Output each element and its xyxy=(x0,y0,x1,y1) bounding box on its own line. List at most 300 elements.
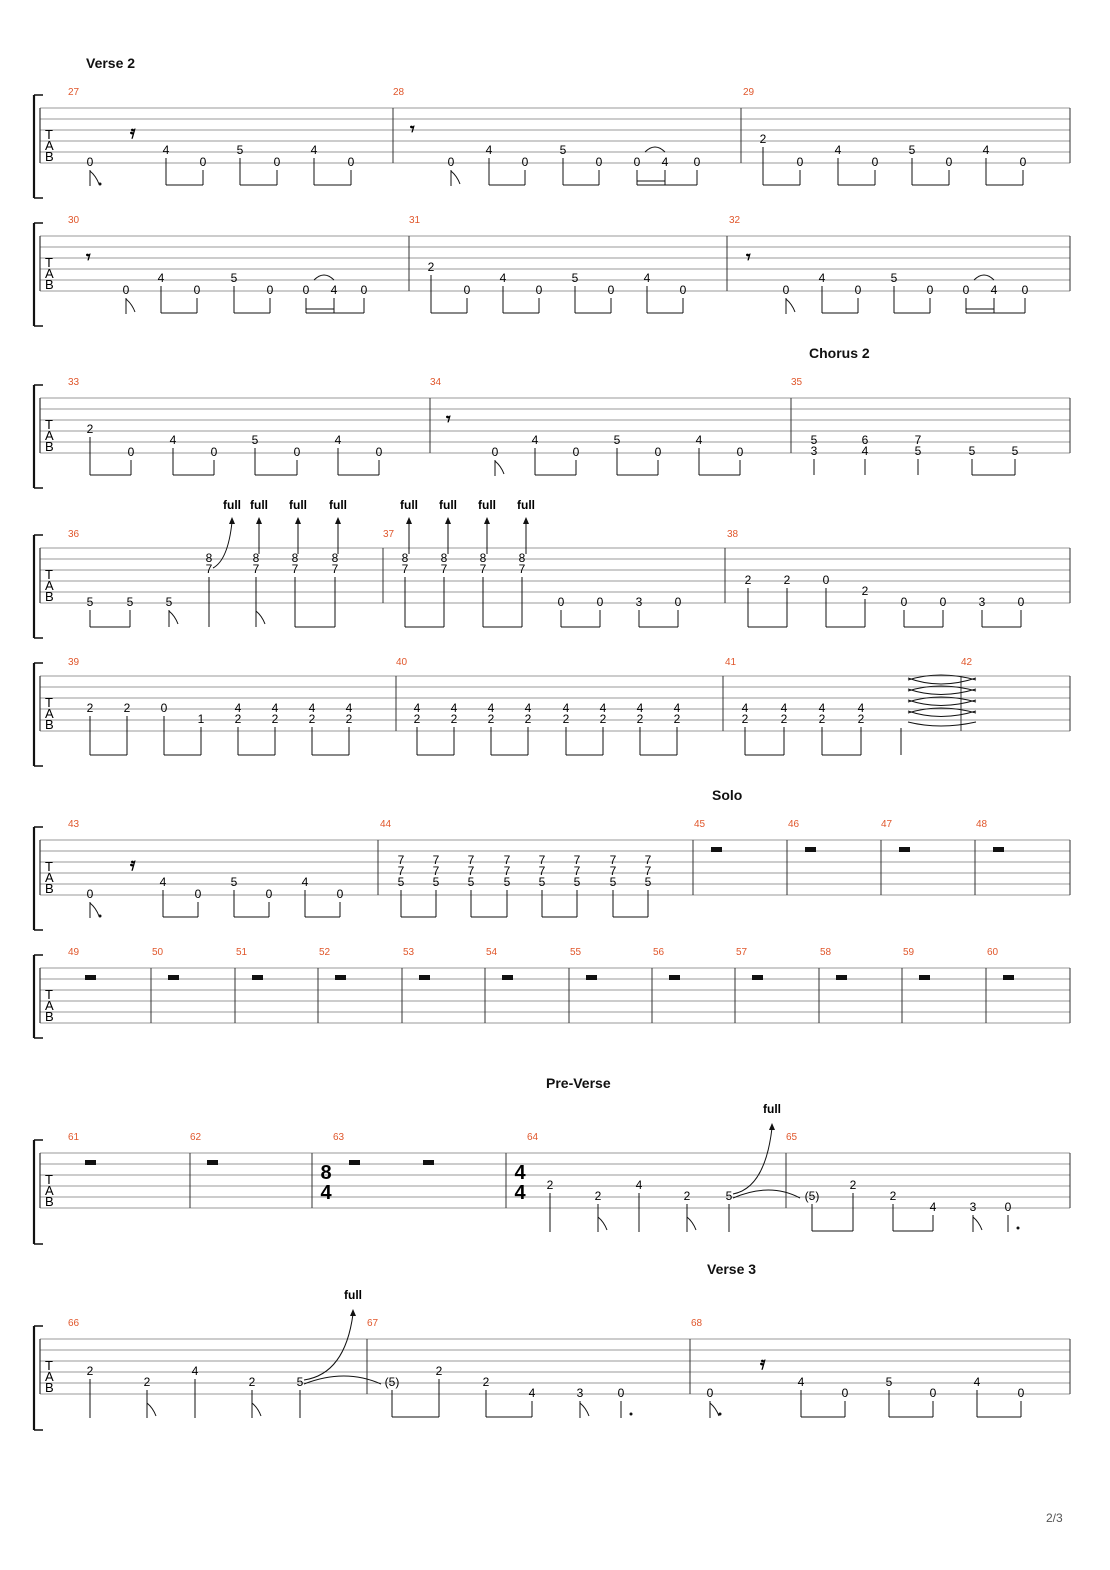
rest-symbol xyxy=(349,1160,360,1165)
tab-clef-a: A xyxy=(45,998,54,1013)
measure-number: 50 xyxy=(152,947,164,958)
fret-number: 0 xyxy=(900,595,908,609)
fret-number: 0 xyxy=(1017,1386,1025,1400)
measure-number: 68 xyxy=(691,1318,703,1329)
fret-number: 7 xyxy=(644,864,652,878)
fret-number: 5 xyxy=(644,875,652,889)
fret-number: 4 xyxy=(695,433,703,447)
time-signature-top: 8 xyxy=(320,1162,332,1184)
fret-number: 4 xyxy=(413,701,421,715)
fret-number: 3 xyxy=(810,444,818,458)
fret-number: 5 xyxy=(725,1189,733,1203)
rest-symbol: 𝄾 xyxy=(446,409,451,429)
fret-number: 7 xyxy=(538,864,546,878)
fret-number: 7 xyxy=(467,864,475,878)
bend-label: full xyxy=(400,498,418,512)
fret-number: 2 xyxy=(248,1375,256,1389)
fret-number: 0 xyxy=(674,595,682,609)
tab-clef-b: B xyxy=(45,717,54,732)
fret-number: 0 xyxy=(654,445,662,459)
measure-number: 45 xyxy=(694,819,706,830)
rest-symbol xyxy=(502,975,513,980)
slur xyxy=(314,275,334,280)
fret-number: 3 xyxy=(969,1200,977,1214)
fret-number: 5 xyxy=(432,875,440,889)
fret-number: 5 xyxy=(126,595,134,609)
arrow-head xyxy=(350,1309,356,1316)
tab-staff xyxy=(0,1256,1110,1426)
fret-number: 5 xyxy=(908,143,916,157)
rest-symbol xyxy=(85,1160,96,1165)
fret-number: 5 xyxy=(559,143,567,157)
measure-number: 46 xyxy=(788,819,800,830)
fret-number: 0 xyxy=(521,155,529,169)
fret-number: 2 xyxy=(759,132,767,146)
measure-number: 41 xyxy=(725,657,737,668)
fret-number: 7 xyxy=(573,853,581,867)
fret-number: 2 xyxy=(123,701,131,715)
fret-number: 4 xyxy=(271,701,279,715)
fret-number: 2 xyxy=(783,573,791,587)
fret-number: 2 xyxy=(673,712,681,726)
fret-number: 5 xyxy=(609,875,617,889)
fret-number: 7 xyxy=(467,853,475,867)
fret-number: 4 xyxy=(661,155,669,169)
fret-number: 0 xyxy=(194,887,202,901)
fret-number: 0 xyxy=(266,283,274,297)
rest-symbol: 𝄾 xyxy=(410,119,415,139)
rest-symbol: 𝄿 xyxy=(130,854,136,874)
tab-clef-t: T xyxy=(45,1172,53,1187)
measure-number: 35 xyxy=(791,377,803,388)
fret-number: 5 xyxy=(467,875,475,889)
fret-number: 0 xyxy=(273,155,281,169)
tab-staff xyxy=(0,178,1110,318)
fret-number: 4 xyxy=(528,1386,536,1400)
measure-number: 55 xyxy=(570,947,582,958)
fret-number: 2 xyxy=(234,712,242,726)
slur xyxy=(974,275,994,280)
fret-number: 0 xyxy=(86,887,94,901)
fret-number: 2 xyxy=(482,1375,490,1389)
fret-number: 4 xyxy=(499,271,507,285)
dot xyxy=(630,1413,633,1416)
tab-clef-t: T xyxy=(45,1358,53,1373)
staff-lines xyxy=(34,223,1070,326)
bend-label: full xyxy=(517,498,535,512)
measure-number: 36 xyxy=(68,529,80,540)
tab-clef-b: B xyxy=(45,439,54,454)
fret-number: 0 xyxy=(736,445,744,459)
fret-number: 4 xyxy=(310,143,318,157)
fret-number: 4 xyxy=(818,271,826,285)
tab-staff xyxy=(0,50,1110,190)
rest-symbol xyxy=(85,975,96,980)
fret-number: 2 xyxy=(857,712,865,726)
fret-number: 0 xyxy=(962,283,970,297)
rest-symbol xyxy=(993,847,1004,852)
fret-number: 4 xyxy=(450,701,458,715)
staff-lines xyxy=(34,955,1070,1038)
fret-number: 5 xyxy=(296,1375,304,1389)
fret-number: 7 xyxy=(291,562,299,576)
fret-number: 4 xyxy=(487,701,495,715)
fret-number: 1 xyxy=(197,712,205,726)
tab-clef-b: B xyxy=(45,1009,54,1024)
rest-symbol xyxy=(207,1160,218,1165)
fret-number: 7 xyxy=(609,853,617,867)
fret-number: 7 xyxy=(914,433,922,447)
tab-clef-t: T xyxy=(45,255,53,270)
dot xyxy=(719,1413,722,1416)
fret-number: 0 xyxy=(939,595,947,609)
tab-staff xyxy=(0,340,1110,480)
fret-number: 7 xyxy=(397,853,405,867)
fret-number: 7 xyxy=(538,853,546,867)
rest-symbol: 𝄿 xyxy=(130,122,136,142)
fret-number: 2 xyxy=(86,1364,94,1378)
fret-number: 0 xyxy=(535,283,543,297)
fret-number: 2 xyxy=(546,1178,554,1192)
measure-number: 27 xyxy=(68,87,80,98)
rest-symbol xyxy=(836,975,847,980)
fret-number: (5) xyxy=(804,1189,820,1203)
fret-number: 2 xyxy=(683,1189,691,1203)
fret-number: 4 xyxy=(308,701,316,715)
rest-symbol xyxy=(586,975,597,980)
fret-number: 0 xyxy=(926,283,934,297)
measure-number: 37 xyxy=(383,529,395,540)
fret-number: 4 xyxy=(673,701,681,715)
measure-numbers xyxy=(68,1132,798,1143)
fret-number: 2 xyxy=(86,422,94,436)
fret-number: 4 xyxy=(834,143,842,157)
fret-number: 7 xyxy=(432,853,440,867)
fret-number: 5 xyxy=(503,875,511,889)
tab-clef-a: A xyxy=(45,870,54,885)
fret-number: 8 xyxy=(479,551,487,565)
fret-number: 0 xyxy=(127,445,135,459)
fret-number: 4 xyxy=(531,433,539,447)
fret-number: 0 xyxy=(596,595,604,609)
fret-number: 4 xyxy=(780,701,788,715)
fret-number: 5 xyxy=(230,271,238,285)
measure-number: 38 xyxy=(727,529,739,540)
tab-clef-a: A xyxy=(45,578,54,593)
fret-number: 0 xyxy=(572,445,580,459)
fret-number: 0 xyxy=(595,155,603,169)
time-signatures xyxy=(320,1162,526,1204)
fret-number: 2 xyxy=(271,712,279,726)
rhythm-stems xyxy=(90,716,901,755)
bend-labels xyxy=(223,498,535,512)
measure-number: 58 xyxy=(820,947,832,958)
fret-number: 0 xyxy=(841,1386,849,1400)
fret-numbers xyxy=(87,1364,1025,1400)
fret-number: 0 xyxy=(633,155,641,169)
fret-number: 4 xyxy=(741,701,749,715)
fret-number: 2 xyxy=(143,1375,151,1389)
measure-number: 29 xyxy=(743,87,755,98)
fret-number: 4 xyxy=(797,1375,805,1389)
bend-label: full xyxy=(344,1288,362,1302)
tab-clef-b: B xyxy=(45,589,54,604)
page-number: 2/3 xyxy=(1046,1511,1063,1525)
tab-clef-a: A xyxy=(45,266,54,281)
fret-numbers xyxy=(87,701,865,726)
fret-number: 2 xyxy=(487,712,495,726)
fret-number: 4 xyxy=(485,143,493,157)
measure-number: 63 xyxy=(333,1132,345,1143)
fret-number: 4 xyxy=(857,701,865,715)
measure-number: 28 xyxy=(393,87,405,98)
time-signature-bottom: 4 xyxy=(514,1182,526,1204)
tab-clef-a: A xyxy=(45,1369,54,1384)
fret-number: 4 xyxy=(562,701,570,715)
fret-number: 7 xyxy=(440,562,448,576)
fret-number: 0 xyxy=(1017,595,1025,609)
fret-number: 4 xyxy=(635,1178,643,1192)
fret-number: 5 xyxy=(165,595,173,609)
fret-number: 0 xyxy=(193,283,201,297)
fret-number: 4 xyxy=(982,143,990,157)
fret-number: (5) xyxy=(384,1375,400,1389)
measure-number: 34 xyxy=(430,377,442,388)
fret-number: 5 xyxy=(1011,444,1019,458)
measure-number: 48 xyxy=(976,819,988,830)
fret-number: 5 xyxy=(86,595,94,609)
fret-number: 0 xyxy=(199,155,207,169)
rest-symbol xyxy=(419,975,430,980)
tab-clef-b: B xyxy=(45,1380,54,1395)
fret-number: 4 xyxy=(334,433,342,447)
fret-number: 4 xyxy=(191,1364,199,1378)
rest-symbol xyxy=(669,975,680,980)
fret-number: 2 xyxy=(741,712,749,726)
fret-number: 2 xyxy=(450,712,458,726)
tab-clef-t: T xyxy=(45,127,53,142)
fret-numbers xyxy=(547,1178,1012,1214)
fret-number: 2 xyxy=(889,1189,897,1203)
rest-symbol: 𝄾 xyxy=(86,247,91,267)
fret-number: 7 xyxy=(205,562,213,576)
fret-number: 8 xyxy=(291,551,299,565)
tab-clef-t: T xyxy=(45,987,53,1002)
tab-clef-a: A xyxy=(45,138,54,153)
fret-number: 5 xyxy=(538,875,546,889)
fret-number: 4 xyxy=(159,875,167,889)
rest-symbol xyxy=(919,975,930,980)
fret-numbers xyxy=(87,551,1025,609)
fret-number: 0 xyxy=(1004,1200,1012,1214)
tab-staff xyxy=(0,618,1110,768)
fret-number: 5 xyxy=(571,271,579,285)
measure-number: 44 xyxy=(380,819,392,830)
fret-number: 0 xyxy=(1019,155,1027,169)
time-signature-top: 4 xyxy=(514,1162,526,1184)
fret-number: 7 xyxy=(397,864,405,878)
fret-number: 7 xyxy=(503,864,511,878)
fret-number: 0 xyxy=(160,701,168,715)
bend-arrow xyxy=(304,1314,353,1380)
fret-number: 7 xyxy=(609,864,617,878)
fret-number: 0 xyxy=(617,1386,625,1400)
fret-number: 4 xyxy=(169,433,177,447)
tab-clef-t: T xyxy=(45,417,53,432)
fret-number: 7 xyxy=(503,853,511,867)
fret-number: 7 xyxy=(252,562,260,576)
staff-lines xyxy=(34,1326,1070,1430)
fret-number: 8 xyxy=(401,551,409,565)
bend-label: full xyxy=(763,1102,781,1116)
bend-label: full xyxy=(250,498,268,512)
fret-number: 5 xyxy=(397,875,405,889)
measure-number: 42 xyxy=(961,657,973,668)
fret-number: 8 xyxy=(518,551,526,565)
bend-label: full xyxy=(329,498,347,512)
tab-staff xyxy=(0,1070,1110,1240)
tab-staff xyxy=(0,782,1110,922)
measure-number: 49 xyxy=(68,947,80,958)
fret-number: 0 xyxy=(347,155,355,169)
measure-number: 62 xyxy=(190,1132,202,1143)
rhythm-stems xyxy=(550,1193,1008,1232)
fret-number: 2 xyxy=(818,712,826,726)
fret-number: 2 xyxy=(308,712,316,726)
fret-number: 3 xyxy=(635,595,643,609)
fret-number: 2 xyxy=(435,1364,443,1378)
fret-number: 0 xyxy=(945,155,953,169)
fret-number: 2 xyxy=(780,712,788,726)
fret-number: 0 xyxy=(360,283,368,297)
section-label: Verse 2 xyxy=(86,55,136,71)
tab-clef-a: A xyxy=(45,428,54,443)
bend-label: full xyxy=(223,498,241,512)
fret-number: 0 xyxy=(293,445,301,459)
fret-number: 7 xyxy=(401,562,409,576)
measure-number: 39 xyxy=(68,657,80,668)
fret-number: 7 xyxy=(432,864,440,878)
time-signature-bottom: 4 xyxy=(320,1182,332,1204)
fret-number: 4 xyxy=(162,143,170,157)
fret-number: 5 xyxy=(890,271,898,285)
measure-numbers xyxy=(68,947,999,958)
staff-lines xyxy=(34,1140,1070,1244)
fret-number: 0 xyxy=(375,445,383,459)
fret-number: 0 xyxy=(86,155,94,169)
tab-clef-t: T xyxy=(45,695,53,710)
ties xyxy=(908,675,976,726)
fret-number: 2 xyxy=(345,712,353,726)
fret-number: 4 xyxy=(636,701,644,715)
fret-number: 4 xyxy=(234,701,242,715)
measure-number: 67 xyxy=(367,1318,379,1329)
arrow-head xyxy=(769,1123,775,1130)
measure-number: 43 xyxy=(68,819,80,830)
fret-number: 4 xyxy=(643,271,651,285)
fret-numbers xyxy=(87,853,652,901)
fret-number: 2 xyxy=(413,712,421,726)
fret-number: 0 xyxy=(796,155,804,169)
rest-symbol xyxy=(752,975,763,980)
fret-number: 0 xyxy=(557,595,565,609)
fret-number: 5 xyxy=(236,143,244,157)
fret-number: 4 xyxy=(157,271,165,285)
fret-number: 5 xyxy=(251,433,259,447)
measure-number: 47 xyxy=(881,819,893,830)
fret-number: 4 xyxy=(818,701,826,715)
measure-number: 52 xyxy=(319,947,331,958)
fret-number: 2 xyxy=(599,712,607,726)
fret-number: 8 xyxy=(205,551,213,565)
fret-number: 0 xyxy=(122,283,130,297)
measure-number: 32 xyxy=(729,215,741,226)
fret-number: 8 xyxy=(252,551,260,565)
slur xyxy=(645,147,665,152)
fret-number: 4 xyxy=(973,1375,981,1389)
fret-number: 7 xyxy=(479,562,487,576)
measure-number: 53 xyxy=(403,947,415,958)
tab-clef-t: T xyxy=(45,859,53,874)
fret-number: 5 xyxy=(810,433,818,447)
measure-numbers xyxy=(68,1318,703,1329)
fret-number: 2 xyxy=(861,584,869,598)
fret-number: 4 xyxy=(599,701,607,715)
fret-number: 0 xyxy=(302,283,310,297)
fret-number: 0 xyxy=(447,155,455,169)
fret-number: 0 xyxy=(854,283,862,297)
fret-number: 0 xyxy=(782,283,790,297)
fret-number: 5 xyxy=(968,444,976,458)
tab-clef-b: B xyxy=(45,1194,54,1209)
fret-number: 7 xyxy=(644,853,652,867)
fret-number: 0 xyxy=(679,283,687,297)
bend-arrow xyxy=(733,1128,772,1194)
bend-label: full xyxy=(439,498,457,512)
fret-number: 7 xyxy=(573,864,581,878)
fret-number: 6 xyxy=(861,433,869,447)
fret-number: 0 xyxy=(491,445,499,459)
fret-number: 0 xyxy=(706,1386,714,1400)
measure-number: 57 xyxy=(736,947,748,958)
measure-number: 56 xyxy=(653,947,665,958)
fret-number: 0 xyxy=(871,155,879,169)
fret-number: 0 xyxy=(693,155,701,169)
fret-number: 4 xyxy=(990,283,998,297)
tab-clef-a: A xyxy=(45,1183,54,1198)
measure-number: 51 xyxy=(236,947,248,958)
fret-number: 2 xyxy=(849,1178,857,1192)
fret-number: 2 xyxy=(594,1189,602,1203)
measure-number: 64 xyxy=(527,1132,539,1143)
section-label: Verse 3 xyxy=(707,1261,757,1277)
rest-symbol xyxy=(335,975,346,980)
fret-number: 2 xyxy=(744,573,752,587)
measure-number: 65 xyxy=(786,1132,798,1143)
fret-number: 5 xyxy=(230,875,238,889)
measure-number: 31 xyxy=(409,215,421,226)
rest-symbol xyxy=(1003,975,1014,980)
rest-symbol: 𝄿 xyxy=(760,1353,766,1373)
measure-number: 40 xyxy=(396,657,408,668)
fret-number: 2 xyxy=(562,712,570,726)
rest-symbol xyxy=(423,1160,434,1165)
fret-number: 3 xyxy=(576,1386,584,1400)
rhythm-stems xyxy=(90,1379,1021,1418)
measure-number: 30 xyxy=(68,215,80,226)
fret-number: 0 xyxy=(336,887,344,901)
measure-number: 66 xyxy=(68,1318,80,1329)
